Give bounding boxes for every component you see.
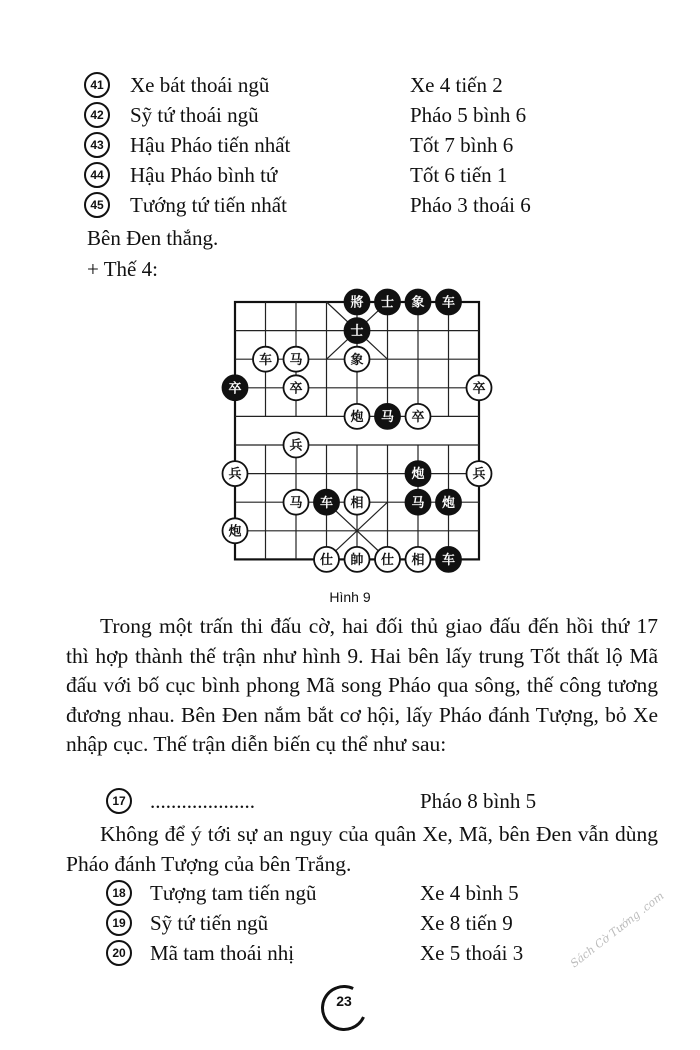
paragraph-comment: Không để ý tới sự an nguy của quân Xe, Mã, bên Đen vẫn dùng Pháo đánh Tượng của bên Trắng. xyxy=(66,822,658,876)
xiangqi-piece xyxy=(223,518,248,543)
xiangqi-piece xyxy=(345,404,370,429)
piece-label: 兵 xyxy=(472,467,486,483)
black-move: Tốt 6 tiến 1 xyxy=(410,163,508,187)
xiangqi-piece xyxy=(284,433,309,458)
white-move: Sỹ tứ thoái ngũ xyxy=(130,103,259,127)
xiangqi-piece xyxy=(345,290,370,315)
piece-label: 象 xyxy=(350,352,364,368)
xiangqi-piece xyxy=(406,547,431,572)
move-number: 45 xyxy=(84,192,110,218)
xiangqi-piece xyxy=(223,375,248,400)
white-move: .................... xyxy=(150,789,255,813)
xiangqi-piece xyxy=(223,461,248,486)
xiangqi-piece xyxy=(375,547,400,572)
xiangqi-piece xyxy=(375,290,400,315)
paragraph-intro: Trong một trấn thi đấu cờ, hai đối thủ giao đấu đến hồi thứ 17 thì hợp thành thế trận như hình 9. Hai bên lấy trung Tốt thất lộ Mã đấu với bố cục bình phong Mã song Pháo qua sông, thế công tương đương nhau. Bên Đen nắm bắt cơ hội, lấy Pháo đánh Tượng, bỏ Xe nhập cục. Thế trận diễn biến cụ thể như sau: xyxy=(66,614,658,756)
xiangqi-piece xyxy=(406,404,431,429)
piece-label: 卒 xyxy=(228,381,242,397)
piece-label: 將 xyxy=(350,295,364,311)
move-number: 18 xyxy=(106,880,132,906)
white-move: Xe bát thoái ngũ xyxy=(130,73,270,97)
move-row xyxy=(0,910,700,938)
xiangqi-piece xyxy=(467,375,492,400)
piece-label: 相 xyxy=(411,553,425,568)
move-row xyxy=(0,102,700,130)
xiangqi-piece xyxy=(406,461,431,486)
black-move: Xe 4 tiến 2 xyxy=(410,73,503,97)
page-number: 23 xyxy=(336,993,352,1009)
xiangqi-board xyxy=(211,280,499,576)
black-move: Xe 8 tiến 9 xyxy=(420,911,513,935)
piece-label: 车 xyxy=(441,295,456,311)
figure-caption: Hình 9 xyxy=(329,589,371,605)
black-move: Xe 4 bình 5 xyxy=(420,881,519,905)
move-number: 41 xyxy=(84,72,110,98)
piece-label: 象 xyxy=(411,295,425,311)
piece-label: 车 xyxy=(319,495,334,511)
xiangqi-piece xyxy=(467,461,492,486)
piece-label: 相 xyxy=(350,495,364,511)
piece-label: 兵 xyxy=(228,467,242,483)
xiangqi-piece xyxy=(345,347,370,372)
watermark: Sách Cờ Tướng .com xyxy=(568,889,667,971)
piece-label: 马 xyxy=(289,495,303,511)
piece-label: 炮 xyxy=(228,524,242,540)
black-move: Xe 5 thoái 3 xyxy=(420,941,524,965)
piece-label: 炮 xyxy=(441,495,456,511)
white-move: Hậu Pháo bình tứ xyxy=(130,163,278,187)
result-line: Bên Đen thắng. xyxy=(87,226,219,250)
white-move: Tướng tứ tiến nhất xyxy=(130,193,287,217)
xiangqi-piece xyxy=(284,347,309,372)
move-row xyxy=(0,192,700,220)
move-number: 20 xyxy=(106,940,132,966)
xiangqi-piece xyxy=(375,404,400,429)
piece-label: 仕 xyxy=(380,553,395,568)
xiangqi-piece xyxy=(436,490,461,515)
xiangqi-piece xyxy=(253,347,278,372)
piece-label: 炮 xyxy=(350,410,364,425)
xiangqi-piece xyxy=(314,547,339,572)
piece-label: 卒 xyxy=(289,381,303,397)
black-move: Pháo 5 bình 6 xyxy=(410,103,527,127)
piece-label: 仕 xyxy=(319,553,334,568)
white-move: Hậu Pháo tiến nhất xyxy=(130,133,291,157)
xiangqi-piece xyxy=(436,290,461,315)
move-number: 42 xyxy=(84,102,110,128)
piece-label: 车 xyxy=(441,553,456,568)
xiangqi-piece xyxy=(284,375,309,400)
piece-label: 马 xyxy=(289,352,303,368)
xiangqi-piece xyxy=(345,318,370,343)
xiangqi-piece xyxy=(314,490,339,515)
black-move: Pháo 3 thoái 6 xyxy=(410,193,531,217)
move-row xyxy=(0,162,700,190)
piece-label: 兵 xyxy=(289,438,303,454)
move-row xyxy=(0,132,700,160)
move-row xyxy=(0,880,700,908)
white-move: Tượng tam tiến ngũ xyxy=(150,881,317,905)
white-move: Mã tam thoái nhị xyxy=(150,941,295,965)
piece-label: 炮 xyxy=(411,467,425,483)
piece-label: 帥 xyxy=(350,553,364,568)
section-title: + Thế 4: xyxy=(87,257,158,281)
xiangqi-piece xyxy=(406,290,431,315)
xiangqi-piece xyxy=(345,547,370,572)
piece-label: 士 xyxy=(380,295,395,311)
move-row xyxy=(0,72,700,100)
white-move: Sỹ tứ tiến ngũ xyxy=(150,911,269,935)
piece-label: 卒 xyxy=(411,410,425,425)
xiangqi-piece xyxy=(436,547,461,572)
piece-label: 马 xyxy=(380,410,395,425)
move-number: 44 xyxy=(84,162,110,188)
black-move: Pháo 8 bình 5 xyxy=(420,789,537,813)
black-move: Tốt 7 bình 6 xyxy=(410,133,514,157)
move-row xyxy=(0,788,700,816)
piece-label: 卒 xyxy=(472,381,486,397)
xiangqi-piece xyxy=(345,490,370,515)
piece-label: 马 xyxy=(411,495,425,511)
move-number: 43 xyxy=(84,132,110,158)
xiangqi-piece xyxy=(406,490,431,515)
move-number: 19 xyxy=(106,910,132,936)
move-number: 17 xyxy=(106,788,132,814)
piece-label: 车 xyxy=(258,352,273,368)
xiangqi-piece xyxy=(284,490,309,515)
piece-label: 士 xyxy=(350,324,364,340)
